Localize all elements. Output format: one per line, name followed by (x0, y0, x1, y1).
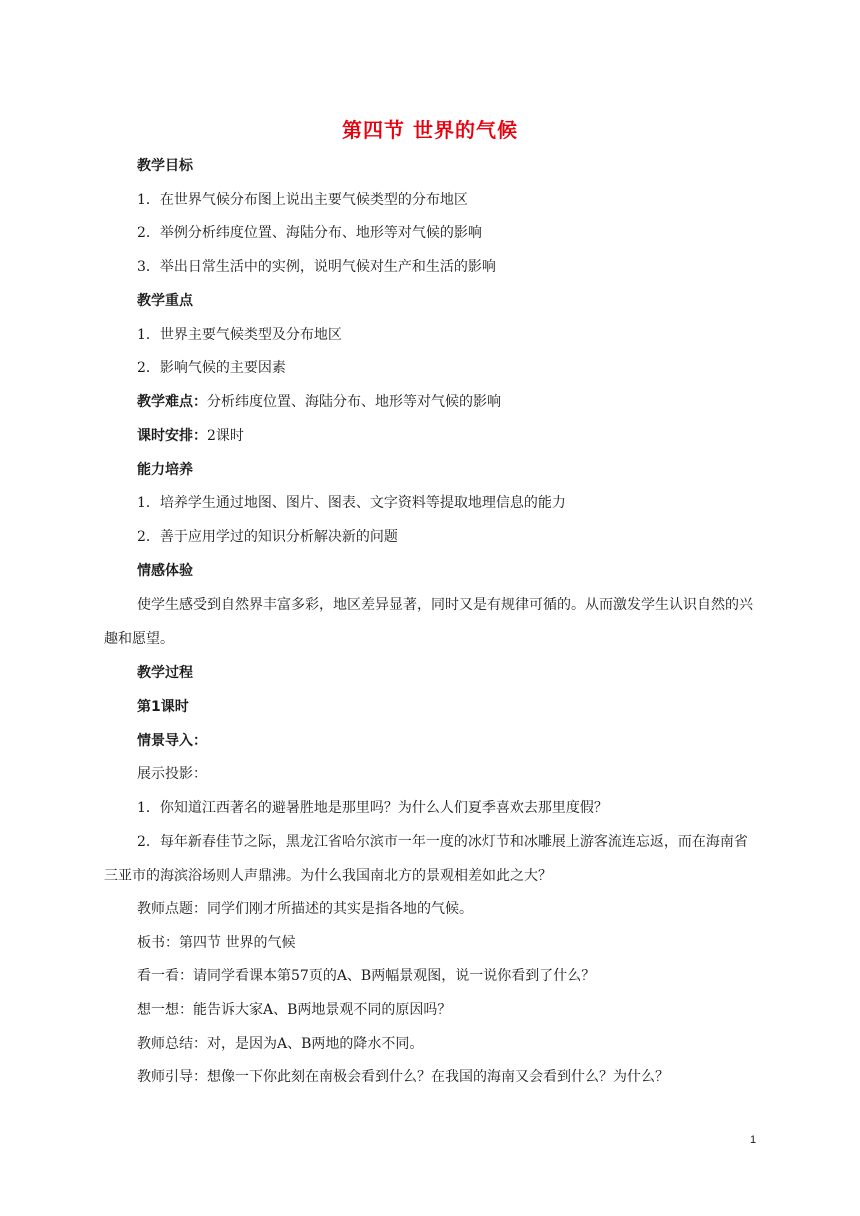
goals-heading: 教学目标 (137, 158, 193, 174)
goal-item: 1．在世界气候分布图上说出主要气候类型的分布地区 (137, 192, 468, 208)
schedule-label: 课时安排： (137, 428, 207, 444)
emotion-heading: 情感体验 (137, 563, 193, 579)
look-line: 看一看：请同学看课本第57页的A、B两幅景观图，说一说你看到了什么？ (137, 968, 596, 984)
ability-heading: 能力培养 (137, 462, 193, 478)
goal-item: 3．举出日常生活中的实例，说明气候对生产和生活的影响 (137, 259, 496, 275)
guide-line: 教师引导：想像一下你此刻在南极会看到什么？在我国的海南又会看到什么？为什么？ (137, 1069, 669, 1085)
question-1: 1．你知道江西著名的避暑胜地是那里吗？为什么人们夏季喜欢去那里度假？ (137, 800, 608, 816)
question-2: 2．每年新春佳节之际，黑龙江省哈尔滨市一年一度的冰灯节和冰雕展上游客流连忘返，而在海南省三亚市的海滨浴场则人声鼎沸。为什么我国南北方的景观相差如此之大？ (104, 834, 748, 884)
schedule-line (137, 426, 244, 446)
show-line: 展示投影： (137, 766, 207, 782)
goal-item: 2．举例分析纬度位置、海陆分布、地形等对气候的影响 (137, 225, 482, 241)
intro-heading: 情景导入： (137, 733, 207, 749)
emotion-paragraph: 使学生感受到自然界丰富多彩，地区差异显著，同时又是有规律可循的。从而激发学生认识自然的兴趣和愿望。 (104, 597, 753, 647)
focus-item: 1．世界主要气候类型及分布地区 (137, 327, 342, 343)
difficulty-line (137, 392, 501, 412)
summary-line: 教师总结：对，是因为A、B两地的降水不同。 (137, 1036, 424, 1052)
teacher-point: 教师点题：同学们刚才所描述的其实是指各地的气候。 (137, 901, 473, 917)
page-number: 1 (750, 1134, 757, 1146)
ability-item: 1．培养学生通过地图、图片、图表、文字资料等提取地理信息的能力 (137, 495, 566, 511)
focus-heading: 教学重点 (137, 293, 193, 309)
process-heading: 教学过程 (137, 665, 193, 681)
lesson-heading: 第1课时 (137, 699, 189, 715)
focus-item: 2．影响气候的主要因素 (137, 360, 286, 376)
difficulty-text: 分析纬度位置、海陆分布、地形等对气候的影响 (207, 394, 501, 410)
page-title: 第四节 世界的气候 (342, 118, 518, 142)
think-line: 想一想：能告诉大家A、B两地景观不同的原因吗？ (137, 1002, 452, 1018)
board-line: 板书：第四节 世界的气候 (137, 935, 296, 951)
schedule-text: 2课时 (207, 428, 244, 444)
difficulty-label: 教学难点： (137, 394, 207, 410)
ability-item: 2．善于应用学过的知识分析解决新的问题 (137, 529, 398, 545)
